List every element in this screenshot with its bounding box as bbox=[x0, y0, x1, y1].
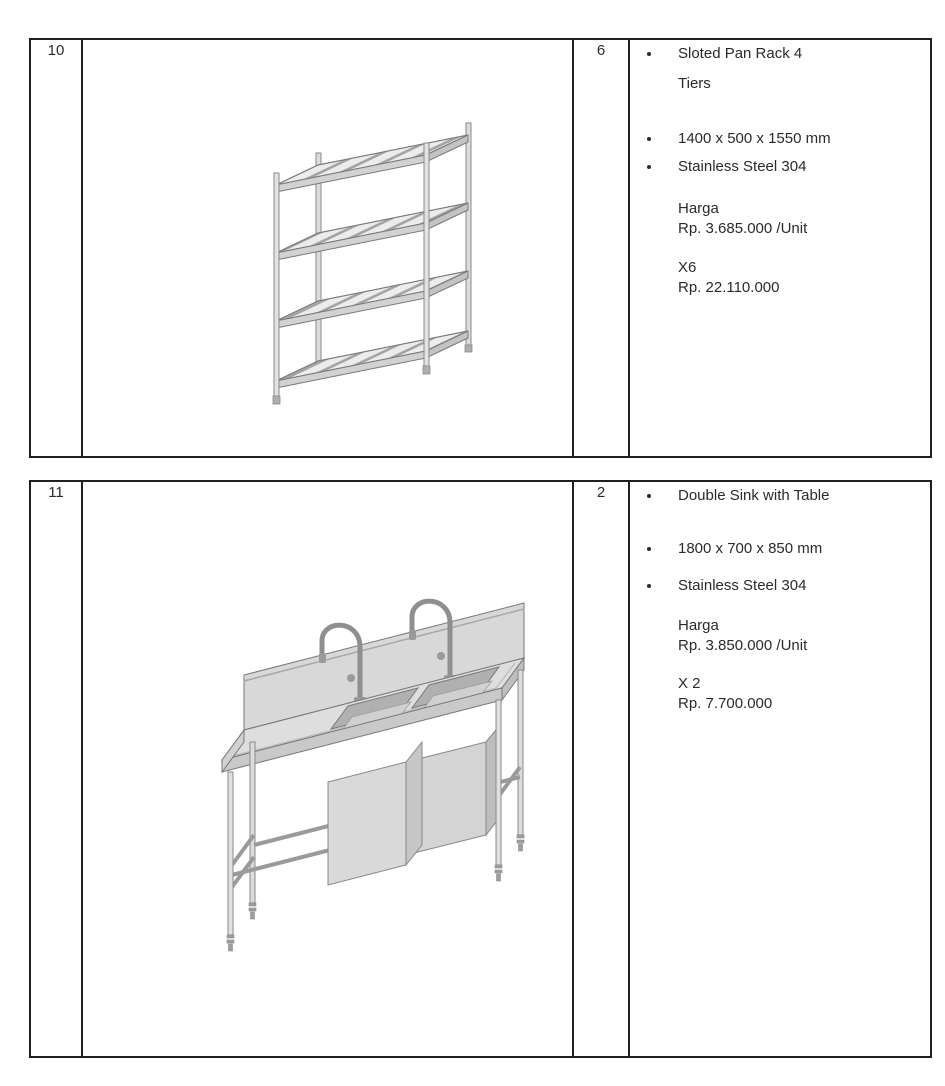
desc-line bbox=[630, 576, 930, 596]
item-no: 11 bbox=[48, 484, 64, 501]
desc-text: Harga bbox=[678, 617, 719, 634]
description-cell bbox=[630, 40, 930, 456]
bullet-icon bbox=[647, 137, 651, 141]
desc-text: Harga bbox=[678, 200, 719, 217]
desc-text: Rp. 3.685.000 /Unit bbox=[678, 220, 808, 237]
desc-line bbox=[630, 539, 930, 559]
item-no-cell bbox=[31, 482, 83, 1056]
qty-value: 2 bbox=[596, 484, 606, 501]
bullet-icon bbox=[647, 584, 651, 588]
qty-cell bbox=[574, 482, 630, 1056]
bullet-icon bbox=[647, 547, 651, 551]
image-cell bbox=[83, 482, 574, 1056]
desc-text: Tiers bbox=[678, 75, 711, 92]
desc-text: Rp. 7.700.000 bbox=[678, 695, 773, 712]
desc-line bbox=[630, 74, 930, 94]
product-table-row-1 bbox=[29, 38, 932, 458]
desc-text: Rp. 22.110.000 bbox=[678, 279, 780, 296]
desc-line bbox=[630, 258, 930, 278]
desc-line bbox=[630, 616, 930, 636]
desc-text: 1400 x 500 x 1550 mm bbox=[678, 130, 831, 147]
desc-text: X 2 bbox=[678, 675, 701, 692]
qty-value: 6 bbox=[596, 42, 606, 59]
bullet-icon bbox=[647, 494, 651, 498]
desc-line bbox=[630, 278, 930, 298]
desc-text: Double Sink with Table bbox=[678, 487, 830, 504]
desc-line bbox=[630, 486, 930, 506]
desc-line bbox=[630, 674, 930, 694]
bullet-icon bbox=[647, 165, 651, 169]
desc-line bbox=[630, 694, 930, 714]
desc-line bbox=[630, 636, 930, 656]
product-table-row-2 bbox=[29, 480, 932, 1058]
desc-line bbox=[630, 219, 930, 239]
qty-cell bbox=[574, 40, 630, 456]
double-sink-image bbox=[210, 535, 530, 955]
item-no-cell bbox=[31, 40, 83, 456]
desc-line bbox=[630, 129, 930, 149]
bullet-icon bbox=[647, 52, 651, 56]
item-no: 10 bbox=[47, 42, 65, 59]
desc-text: Sloted Pan Rack 4 bbox=[678, 45, 803, 62]
desc-line bbox=[630, 199, 930, 219]
desc-line bbox=[630, 44, 930, 64]
image-cell bbox=[83, 40, 574, 456]
desc-text: X6 bbox=[678, 259, 697, 276]
description-cell bbox=[630, 482, 930, 1056]
desc-text: Stainless Steel 304 bbox=[678, 577, 807, 594]
desc-text: 1800 x 700 x 850 mm bbox=[678, 540, 823, 557]
pan-rack-image bbox=[260, 103, 482, 408]
desc-text: Rp. 3.850.000 /Unit bbox=[678, 637, 808, 654]
desc-line bbox=[630, 157, 930, 177]
desc-text: Stainless Steel 304 bbox=[678, 158, 807, 175]
